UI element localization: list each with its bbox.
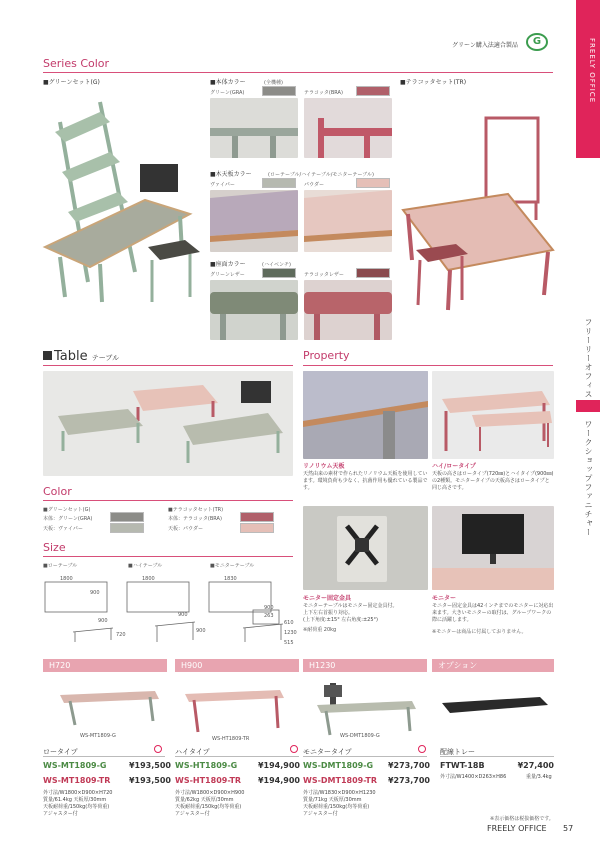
divider xyxy=(303,365,553,366)
seat-tc-label: テラコッタレザー xyxy=(304,272,344,278)
bar-h900: H900 xyxy=(175,659,299,672)
color-tr-top-swatch xyxy=(240,523,274,533)
table-square-icon xyxy=(43,351,52,360)
low-price-tr: ¥193,500 xyxy=(128,776,171,785)
tray-image xyxy=(440,695,550,720)
property-title: Property xyxy=(303,349,350,362)
tray-type: 配線トレー xyxy=(440,748,475,756)
seat-color-note: (ハイベンチ) xyxy=(262,262,291,268)
sidebar-brand: FREELY OFFICE xyxy=(588,38,596,104)
low-table-code: WS-MT1809-G xyxy=(80,733,116,739)
high-price-g: ¥194,900 xyxy=(257,761,300,770)
page-number: 57 xyxy=(563,824,574,833)
color-green-body-swatch xyxy=(110,512,144,522)
seat-green-swatch xyxy=(262,268,296,278)
low-model-tr: WS-MT1809-TR xyxy=(43,776,111,785)
divider xyxy=(43,556,293,557)
green-mark-icon: G xyxy=(526,33,548,51)
body-tc-photo xyxy=(304,98,392,158)
top-color-note: (ローテーブル/ハイテーブル/モニターテーブル) xyxy=(268,172,374,178)
series-color-title: Series Color xyxy=(43,57,110,70)
green-purchase-label: グリーン購入法適合製品 xyxy=(452,42,518,49)
dim-monitor-height: 1230 xyxy=(284,630,297,636)
size-title: Size xyxy=(43,541,66,554)
tray-spec: 外寸法/W1400×D263×H86 xyxy=(440,774,507,780)
top-powder-swatch xyxy=(356,178,390,188)
divider xyxy=(43,72,553,73)
low-spec: 外寸法/W1800×D900×H720 質量/61.4kg 天板厚/30mm 天板耐荷重/150kg(均等荷重) アジャスター付 xyxy=(43,790,113,817)
body-green-swatch xyxy=(262,86,296,96)
sidebar-marker xyxy=(576,400,600,412)
divider xyxy=(43,500,293,501)
body-color-title: ■本体カラー xyxy=(210,79,246,86)
color-tr-body-swatch xyxy=(240,512,274,522)
dim-monitor-width: 1830 xyxy=(224,576,237,582)
body-green-photo xyxy=(210,98,298,158)
body-green-label: グリーン(GRA) xyxy=(210,90,245,96)
color-tr-set: ■テラコッタセット(TR) xyxy=(168,507,224,513)
green-set-label: ■グリーンセット(G) xyxy=(43,79,100,86)
table-group-photo xyxy=(43,371,293,476)
monitor-title: モニター xyxy=(432,595,457,602)
mount-load: ※耐荷重 20kg xyxy=(303,627,337,633)
green-set-image xyxy=(40,92,200,312)
size-monitor-label: ■モニターテーブル xyxy=(210,563,255,569)
mount-text: モニターテーブルはモニター固定金具付。 上下左右首振り対応。 (上下角度:±15° 左右角度:±25°) xyxy=(303,603,398,623)
monitor-photo xyxy=(432,506,554,590)
color-green-top: 天板：ヴァイパー xyxy=(43,526,83,532)
seat-tc-swatch xyxy=(356,268,390,278)
color-green-top-swatch xyxy=(110,523,144,533)
divider xyxy=(440,756,554,757)
tray-weight: 重量/3.4kg xyxy=(526,774,552,780)
color-tr-top: 天板：パウダー xyxy=(168,526,203,532)
lino-title: リノリウム天板 xyxy=(303,463,345,470)
color-green-set: ■グリーンセット(G) xyxy=(43,507,91,513)
high-spec: 外寸法/W1800×D900×H900 質量/62kg 天板厚/30mm 天板耐荷重/150kg(均等荷重) アジャスター付 xyxy=(175,790,245,817)
info-icon xyxy=(418,745,426,753)
size-high-label: ■ハイテーブル xyxy=(128,563,163,569)
top-viper-label: ヴァイパー xyxy=(210,182,235,188)
seat-tc-photo xyxy=(304,280,392,340)
color-green-body: 本体：グリーン(GRA) xyxy=(43,516,93,522)
low-type: ロータイプ xyxy=(43,748,78,756)
monitor-model-tr: WS-DMT1809-TR xyxy=(303,776,377,785)
hilo-text: 天板の高さはロータイプ(720㎜)とハイタイプ(900㎜)の2種類。モニタータイプの天板高さはロータイプと同じ高さです。 xyxy=(432,471,554,491)
seat-color-title: ■座面カラー xyxy=(210,261,246,268)
tr-set-image xyxy=(398,110,556,315)
divider xyxy=(175,756,299,757)
high-type: ハイタイプ xyxy=(175,748,210,756)
divider xyxy=(43,756,165,757)
dim-high-width: 1800 xyxy=(142,576,155,582)
hilo-title: ハイ/ロータイプ xyxy=(432,463,476,470)
color-tr-body: 本体：テラコッタ(BRA) xyxy=(168,516,222,522)
dim-low-depth-side: 900 xyxy=(98,618,108,624)
low-model-g: WS-MT1809-G xyxy=(43,761,107,770)
high-price-tr: ¥194,900 xyxy=(257,776,300,785)
size-low-label: ■ローテーブル xyxy=(43,563,78,569)
high-table-image xyxy=(180,686,290,738)
bar-h720: H720 xyxy=(43,659,167,672)
seat-green-photo xyxy=(210,280,298,340)
high-model-tr: WS-HT1809-TR xyxy=(175,776,242,785)
hilo-photo xyxy=(432,371,554,459)
bar-option: オプション xyxy=(432,659,554,672)
dim-high-height: 900 xyxy=(196,628,206,634)
sidebar xyxy=(576,0,600,849)
monitor-note: ※モニターは商品に付属しておりません。 xyxy=(432,629,527,635)
monitor-table-image xyxy=(312,683,422,738)
mount-title: モニター固定金具 xyxy=(303,595,352,602)
monitor-text: モニター固定金具は42インチまでのモニターに対応出来ます。大きいモニターの取付は、グループワークの際に活躍します。 xyxy=(432,603,554,623)
low-price-g: ¥193,500 xyxy=(128,761,171,770)
sidebar-subcategory: ワークショップファニチャー xyxy=(584,420,593,537)
mount-photo xyxy=(303,506,428,590)
top-powder-label: パウダー xyxy=(304,182,324,188)
low-table-image xyxy=(55,685,165,735)
footer-brand: FREELY OFFICE xyxy=(487,824,547,833)
tray-model: FTWT-18B xyxy=(440,761,485,770)
info-icon xyxy=(290,745,298,753)
lino-text: 天然由来の素材で作られたリノリウム天板を使用しています。環境負荷も少なく、抗菌作用も優れている製品です。 xyxy=(303,471,428,491)
dim-low-width: 1800 xyxy=(60,576,73,582)
monitor-spec: 外寸法/W1830×D900×H1230 質量/71kg 天板厚/30mm 天板耐荷重/150kg(均等荷重) アジャスター付 xyxy=(303,790,376,817)
divider xyxy=(43,365,293,366)
bar-h1230: H1230 xyxy=(303,659,427,672)
dim-low-height: 720 xyxy=(116,632,126,638)
lino-photo xyxy=(303,371,428,459)
color-title: Color xyxy=(43,485,72,498)
dim-monitor-depth: 900 xyxy=(264,605,274,611)
table-section-title: Table テーブル xyxy=(43,349,119,364)
high-model-g: WS-HT1809-G xyxy=(175,761,238,770)
tr-set-label: ■テラコッタセット(TR) xyxy=(400,79,467,86)
high-table-code: WS-HT1809-TR xyxy=(212,736,250,742)
top-viper-photo xyxy=(210,190,298,252)
tray-price: ¥27,400 xyxy=(517,761,554,770)
monitor-price-tr: ¥273,700 xyxy=(387,776,430,785)
dim-monitor-515: 515 xyxy=(284,640,294,646)
info-icon xyxy=(154,745,162,753)
dim-high-depth: 900 xyxy=(178,612,188,618)
body-tc-label: テラコッタ(BRA) xyxy=(304,90,343,96)
monitor-price-g: ¥273,700 xyxy=(387,761,430,770)
top-powder-photo xyxy=(304,190,392,252)
sidebar-category: フリーリーオフィス xyxy=(584,318,593,399)
top-viper-swatch xyxy=(262,178,296,188)
monitor-model-g: WS-DMT1809-G xyxy=(303,761,374,770)
monitor-type: モニタータイプ xyxy=(303,748,352,756)
top-color-title: ■木天板カラー xyxy=(210,171,252,178)
divider xyxy=(303,756,427,757)
body-tc-swatch xyxy=(356,86,390,96)
seat-green-label: グリーンレザー xyxy=(210,272,245,278)
size-diagrams xyxy=(43,570,295,650)
dim-low-depth: 900 xyxy=(90,590,100,596)
body-color-note: (全機種) xyxy=(264,80,283,86)
dim-monitor-tray-depth: 263 xyxy=(264,613,274,619)
dim-monitor-610: 610 xyxy=(284,620,294,626)
tax-note: ※表示価格は税抜価格です。 xyxy=(490,816,554,822)
monitor-table-code: WS-DMT1809-G xyxy=(340,733,380,739)
